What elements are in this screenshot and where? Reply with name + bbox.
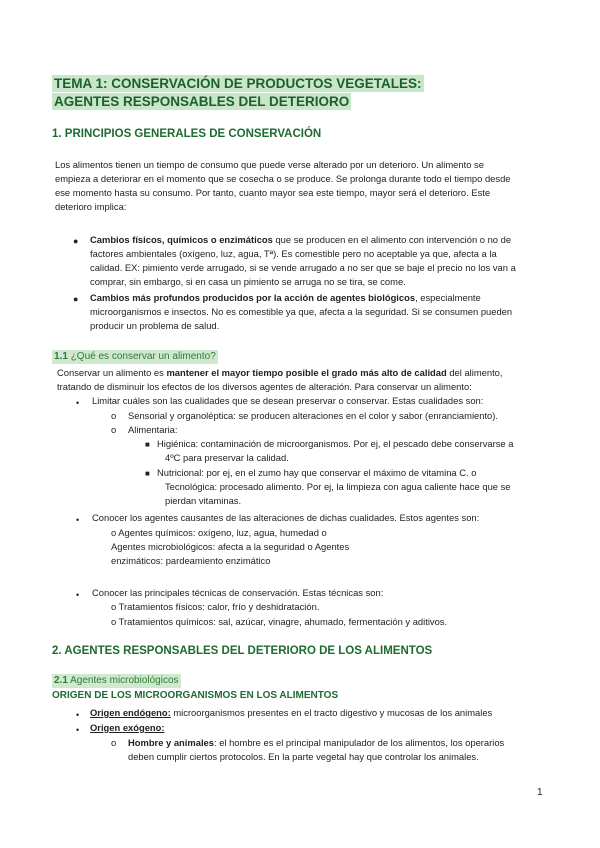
intro-line-4: deterioro implica: xyxy=(55,201,127,212)
higienica-line-1: Higiénica: contaminación de microorganismos. Por ej, el pescado debe conservarse a xyxy=(157,438,514,449)
nutricional-line-1: Nutricional: por ej, en el zumo hay que conservar el máximo de vitamina C. o xyxy=(157,467,477,478)
intro-line-3: ese momento hasta su consumo. Por tanto, cuanto mayor sea este tiempo, mayor será el deterioro. Este xyxy=(55,187,491,198)
section-2-1-heading xyxy=(52,674,181,688)
endogeno-label: Origen endógeno: xyxy=(90,707,171,718)
bullet-2-bold: Cambios más profundos producidos por la acción de agentes biológicos xyxy=(90,292,416,303)
bullet-2-line-2: microorganismos e insectos. No es comestible ya que, afecta a la seguridad. Si se consumen pueden xyxy=(90,306,513,317)
bullet-1-line-3: calidad. EX: pimiento verde arrugado, si se vende arrugado a no ser que se baje el precio no los van a xyxy=(90,262,516,273)
agentes-intro: Conocer los agentes causantes de las alteraciones de dichas cualidades. Estos agentes son: xyxy=(92,512,480,523)
conservar-post: del alimento, xyxy=(446,367,503,378)
bullet-1-line-2: factores ambientales (oxígeno, luz, agua, Tª). Es comestible pero no aceptable ya que, afecta a la xyxy=(90,248,497,259)
agentes-line-1: o Agentes químicos: oxígeno, luz, agua, humedad o xyxy=(111,527,327,538)
section-2-1-title: Agentes microbiológicos xyxy=(70,675,179,686)
intro-line-2: empieza a deteriorar en el momento que se cosecha o se produce. Se prolonga durante todo el tiempo desde xyxy=(55,173,511,184)
bullet-2-line-3: producir un problema de salud. xyxy=(90,320,220,331)
hombre-rest: : el hombre es el principal manipulador de los alimentos, los operarios xyxy=(213,737,505,748)
bullet-icon: • xyxy=(76,590,80,600)
square-bullet-icon: ■ xyxy=(145,440,150,449)
section-1-1-title: ¿Qué es conservar un alimento? xyxy=(70,351,216,362)
sub-bullet-o: o xyxy=(111,737,117,748)
limitar-text: Limitar cuáles son las cualidades que se desean preservar o conservar. Estas cualidades son: xyxy=(92,395,484,406)
square-bullet-icon: ■ xyxy=(145,469,150,478)
tecnicas-line-1: o Tratamientos físicos: calor, frío y deshidratación. xyxy=(111,601,320,612)
tecnicas-line-2: o Tratamientos químicos: sal, azúcar, vinagre, ahumado, fermentación y aditivos. xyxy=(111,616,448,627)
intro-line-1: Los alimentos tienen un tiempo de consumo que puede verse alterado por un deterioro. Un alimento se xyxy=(55,159,484,170)
bullet-icon: • xyxy=(76,710,80,720)
bullet-1-first-line xyxy=(90,233,511,248)
sub-bullet-o: o xyxy=(111,424,117,435)
sensorial-text: Sensorial y organoléptica: se producen alteraciones en el color y sabor (enranciamiento). xyxy=(128,410,498,421)
bullet-1-line-4: comprar, sin embargo, si en casa un pimiento se arruga no se tira, se come. xyxy=(90,276,406,287)
agentes-line-2: Agentes microbiológicos: afecta a la seguridad o Agentes xyxy=(111,541,350,552)
section-1-1-number: 1.1 xyxy=(54,351,68,362)
tecnicas-intro: Conocer las principales técnicas de conservación. Estas técnicas son: xyxy=(92,587,384,598)
bullet-icon: • xyxy=(76,398,80,408)
endogeno-text: microorganismos presentes en el tracto digestivo y mucosas de los animales xyxy=(170,707,493,718)
agentes-line-3: enzimáticos: pardeamiento enzimático xyxy=(111,555,271,566)
bullet-icon: ● xyxy=(73,294,79,304)
nutricional-line-3: pierdan vitaminas. xyxy=(165,495,242,506)
exogeno-line xyxy=(90,721,165,736)
alimentaria-text: Alimentaria: xyxy=(128,424,178,435)
bullet-1-bold: Cambios físicos, químicos o enzimáticos xyxy=(90,234,273,245)
endogeno-line xyxy=(90,706,492,721)
sub-bullet-o: o xyxy=(111,410,117,421)
conservar-pre: Conservar un alimento es xyxy=(57,367,167,378)
bullet-2-first-line xyxy=(90,291,481,306)
conservar-bold: mantener el mayor tiempo posible el grado más alto de calidad xyxy=(166,367,447,378)
section-2-heading: 2. AGENTES RESPONSABLES DEL DETERIORO DE LOS ALIMENTOS xyxy=(52,645,433,657)
bullet-icon: • xyxy=(76,725,80,735)
bullet-2-rest: , especialmente xyxy=(415,292,481,303)
section-1-heading: 1. PRINCIPIOS GENERALES DE CONSERVACIÓN xyxy=(52,128,322,140)
conservar-line-1 xyxy=(57,366,503,381)
doc-title-line1: TEMA 1: CONSERVACIÓN DE PRODUCTOS VEGETALES: xyxy=(54,76,422,91)
higienica-line-2: 4ºC para preservar la calidad. xyxy=(165,452,289,463)
exogeno-label: Origen exógeno: xyxy=(90,722,165,733)
conservar-line-2: tratando de disminuir los efectos de los diversos agentes de alteración. Para conservar un alimento: xyxy=(57,381,472,392)
hombre-line-2: deben cumplir ciertos protocolos. En la parte vegetal hay que controlar los animales. xyxy=(128,751,479,762)
page-number: 1 xyxy=(537,787,543,798)
section-1-1-heading xyxy=(52,350,218,364)
bullet-1-rest: que se producen en el alimento con intervención o no de xyxy=(272,234,512,245)
bullet-icon: • xyxy=(76,515,80,525)
bullet-icon: ● xyxy=(73,236,79,246)
section-2-1-number: 2.1 xyxy=(54,675,68,686)
nutricional-line-2: Tecnológica: procesado alimento. Por ej, la limpieza con agua caliente hace que se xyxy=(165,481,511,492)
doc-title-line2: AGENTES RESPONSABLES DEL DETERIORO xyxy=(54,94,350,109)
hombre-line-1 xyxy=(128,736,504,751)
origen-heading: ORIGEN DE LOS MICROORGANISMOS EN LOS ALIMENTOS xyxy=(52,690,339,701)
hombre-bold: Hombre y animales xyxy=(128,737,214,748)
